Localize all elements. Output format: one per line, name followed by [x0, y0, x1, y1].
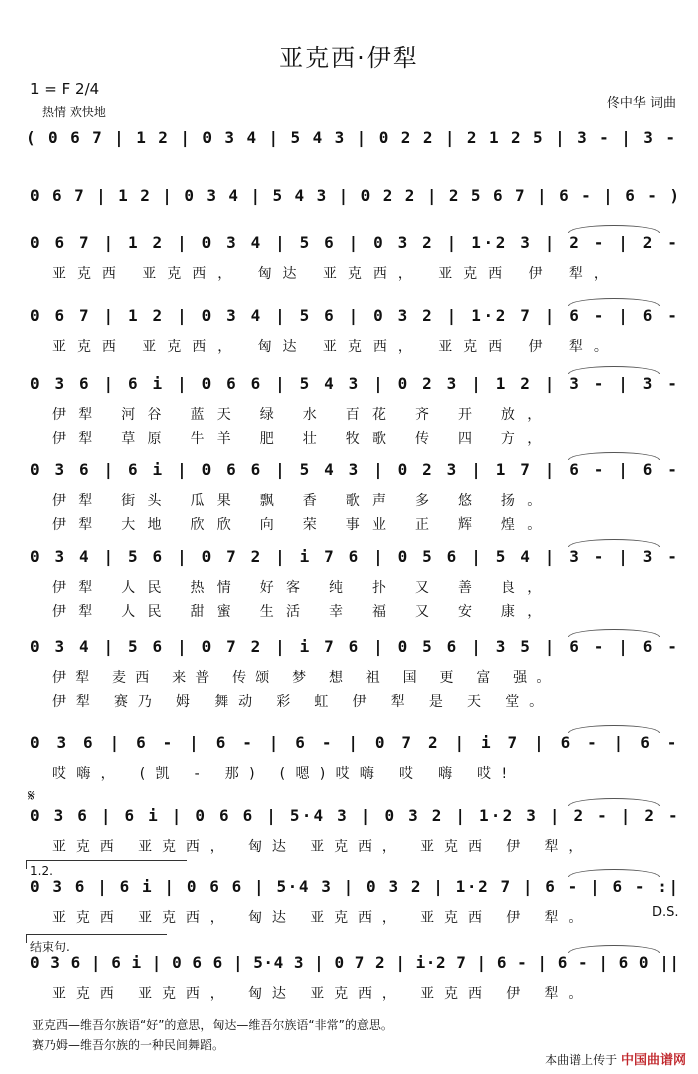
notes-row-7: 0 3 4 | 5 6 | 0 7 2 | i 7 6 | 0 5 6 | 5 4 | 3 - | 3 -	[30, 547, 680, 566]
ending-bracket	[26, 934, 167, 943]
slur-mark	[568, 452, 660, 460]
slur-mark	[568, 629, 660, 637]
footer-credit	[545, 1049, 686, 1068]
segno-mark: 𝄋	[28, 786, 35, 805]
lyric-row-9-1: 哎嗨， (凯 - 那) (嗯)哎嗨 哎 嗨 哎!	[52, 766, 518, 782]
key-signature: 1 = F 2/4	[30, 80, 100, 98]
lyric-row-7-2: 伊犁 人民 甜蜜 生活 幸 福 又 安 康，	[52, 604, 554, 620]
slur-mark	[568, 366, 660, 374]
lyric-row-5-2: 伊犁 草原 牛羊 肥 壮 牧歌 传 四 方，	[52, 431, 554, 447]
slur-mark	[568, 298, 660, 306]
lyric-row-3-1: 亚克西 亚克西， 匈达 亚克西， 亚克西 伊 犁，	[52, 266, 619, 282]
notes-row-5: 0 3 6 | 6 i | 0 6 6 | 5 4 3 | 0 2 3 | 1 2 | 3 - | 3 -	[30, 374, 680, 393]
lyric-row-4-1: 亚克西 亚克西， 匈达 亚克西， 亚克西 伊 犁。	[52, 339, 619, 355]
slur-mark	[568, 945, 660, 953]
lyric-row-5-1: 伊犁 河谷 蓝天 绿 水 百花 齐 开 放，	[52, 407, 554, 423]
slur-mark	[568, 798, 660, 806]
lyric-row-10-1: 亚克西 亚克西， 匈达 亚克西， 亚克西 伊 犁，	[52, 839, 593, 855]
lyric-row-12-1: 亚克西 亚克西， 匈达 亚克西， 亚克西 伊 犁。	[52, 986, 593, 1002]
notes-row-11: 0 3 6 | 6 i | 0 6 6 | 5·4 3 | 0 3 2 | 1·2 7 | 6 - | 6 - :|	[30, 877, 680, 896]
tempo-marking: 热情 欢快地	[42, 105, 106, 119]
notes-row-2: 0 6 7 | 1 2 | 0 3 4 | 5 4 3 | 0 2 2 | 2 5 6 7 | 6 - | 6 - )	[30, 186, 681, 205]
page-title: 亚克西·伊犁	[279, 44, 419, 72]
notes-row-12: 0 3 6 | 6 i | 0 6 6 | 5·4 3 | 0 7 2 | i·2 7 | 6 - | 6 - | 6 0 ||	[30, 953, 680, 972]
slur-mark	[568, 725, 660, 733]
notes-row-10: 0 3 6 | 6 i | 0 6 6 | 5·4 3 | 0 3 2 | 1·2 3 | 2 - | 2 -	[30, 806, 680, 825]
volta-bracket	[26, 860, 187, 869]
lyric-row-7-1: 伊犁 人民 热情 好客 纯 扑 又 善 良，	[52, 580, 554, 596]
footnote-2: 赛乃姆—维吾尔族的一种民间舞蹈。	[32, 1038, 225, 1052]
notes-row-9: 0 3 6 | 6 - | 6 - | 6 - | 0 7 2 | i 7 | 6 - | 6 -	[30, 733, 681, 752]
footer-logo: 中国曲谱网	[620, 1053, 686, 1068]
notes-row-3: 0 6 7 | 1 2 | 0 3 4 | 5 6 | 0 3 2 | 1·2 3 | 2 - | 2 -	[30, 233, 680, 252]
composer-credit: 佟中华 词曲	[606, 96, 676, 111]
lyric-row-6-1: 伊犁 街头 瓜果 飘 香 歌声 多 悠 扬。	[52, 493, 554, 509]
notes-row-4: 0 6 7 | 1 2 | 0 3 4 | 5 6 | 0 3 2 | 1·2 7 | 6 - | 6 -	[30, 306, 680, 325]
ds-mark: D.S.	[652, 905, 679, 920]
notes-row-6: 0 3 6 | 6 i | 0 6 6 | 5 4 3 | 0 2 3 | 1 7 | 6 - | 6 -	[30, 460, 680, 479]
slur-mark	[568, 225, 660, 233]
footnote-1: 亚克西—维吾尔族语“好”的意思，匈达—维吾尔族语“非常”的意思。	[32, 1018, 393, 1032]
lyric-row-11-1: 亚克西 亚克西， 匈达 亚克西， 亚克西 伊 犁。	[52, 910, 593, 926]
lyric-row-8-1: 伊犁 麦西 来普 传颂 梦 想 祖 国 更 富 强。	[52, 670, 560, 686]
slur-mark	[568, 539, 660, 547]
slur-mark	[568, 869, 660, 877]
footer-text: 本曲谱上传于	[545, 1053, 618, 1067]
lyric-row-8-2: 伊犁 赛乃 姆 舞动 彩 虹 伊 犁 是 天 堂。	[52, 694, 553, 710]
lyric-row-6-2: 伊犁 大地 欣欣 向 荣 事业 正 辉 煌。	[52, 517, 554, 533]
notes-row-1: ( 0 6 7 | 1 2 | 0 3 4 | 5 4 3 | 0 2 2 | 2 1 2 5 | 3 - | 3 -	[26, 128, 677, 147]
volta-label: 1.2.	[30, 864, 53, 878]
ending-label: 结束句.	[30, 940, 70, 954]
notes-row-8: 0 3 4 | 5 6 | 0 7 2 | i 7 6 | 0 5 6 | 3 5 | 6 - | 6 -	[30, 637, 680, 656]
